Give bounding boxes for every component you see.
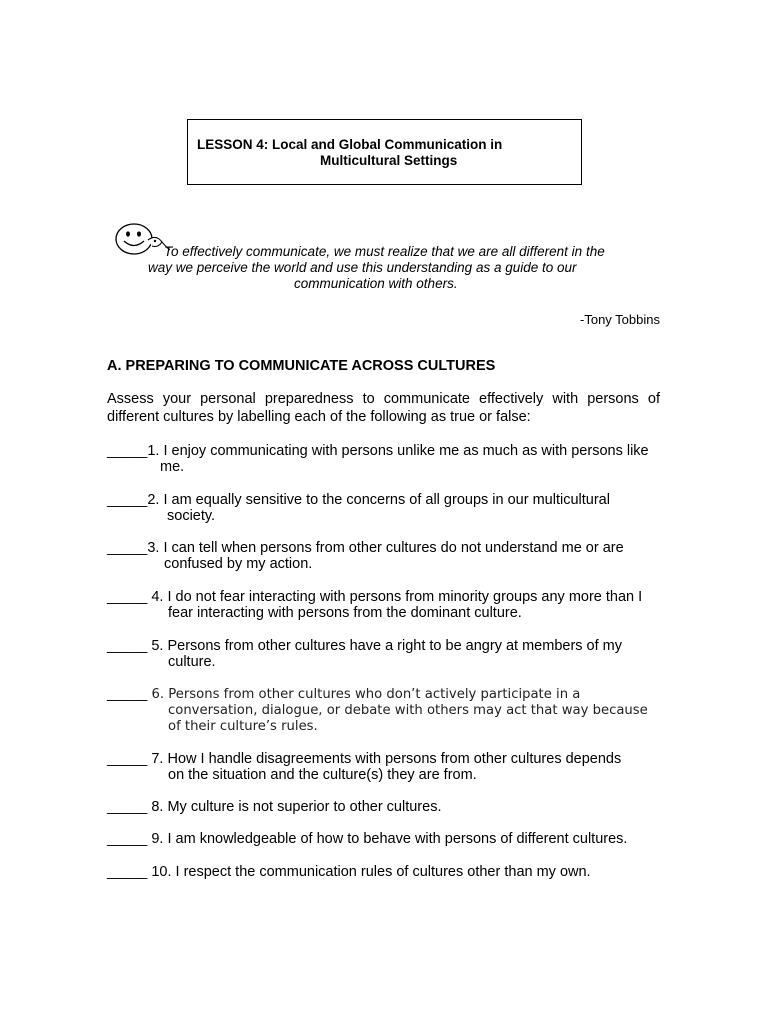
quote-author: -Tony Tobbins bbox=[580, 312, 660, 327]
item-line: _____ 9. I am knowledgeable of how to behave with persons of different cultures. bbox=[107, 831, 628, 847]
lesson-title-box bbox=[187, 119, 582, 185]
item-line: _____ 7. How I handle disagreements with persons from other cultures depends bbox=[107, 751, 622, 767]
list-item-7 bbox=[107, 751, 667, 783]
item-line: _____1. I enjoy communicating with persons unlike me as much as with persons like bbox=[107, 443, 649, 459]
lesson-title-line1: LESSON 4: Local and Global Communication in bbox=[197, 137, 503, 152]
lesson-title-line2: Multicultural Settings bbox=[320, 153, 458, 168]
quote-line2: way we perceive the world and use this understanding as a guide to our bbox=[148, 260, 577, 275]
item-line: conversation, dialogue, or debate with others may act that way because bbox=[168, 703, 648, 718]
item-line: on the situation and the culture(s) they are from. bbox=[168, 767, 477, 783]
item-line: _____ 8. My culture is not superior to other cultures. bbox=[107, 799, 442, 815]
item-line: _____ 5. Persons from other cultures have a right to be angry at members of my bbox=[107, 638, 623, 654]
item-line: of their culture’s rules. bbox=[168, 719, 318, 734]
item-line: _____ 4. I do not fear interacting with persons from minority groups any more than I bbox=[107, 589, 643, 605]
list-item-3 bbox=[107, 540, 667, 572]
list-item-4 bbox=[107, 589, 667, 621]
list-item-1 bbox=[107, 443, 667, 475]
list-item-2 bbox=[107, 492, 667, 524]
list-item-8 bbox=[107, 799, 667, 815]
list-item-9 bbox=[107, 831, 667, 847]
quote-text bbox=[108, 244, 668, 292]
section-intro: Assess your personal preparedness to communicate effectively with persons of different cultures by labelling each of the following as true or false: bbox=[107, 391, 660, 425]
list-item-5 bbox=[107, 638, 667, 670]
list-item-10 bbox=[107, 864, 667, 880]
quote-line1: To effectively communicate, we must realize that we are all different in the bbox=[164, 244, 605, 259]
item-line bbox=[107, 686, 667, 703]
item-line: fear interacting with persons from the dominant culture. bbox=[168, 605, 522, 621]
quote-line3: communication with others. bbox=[294, 276, 458, 291]
item-line: culture. bbox=[168, 654, 216, 670]
item-text: 6. Persons from other cultures who don’t actively participate in a bbox=[147, 687, 581, 702]
list-item-6 bbox=[107, 686, 667, 735]
item-line: confused by my action. bbox=[164, 556, 313, 572]
answer-blank: _____ bbox=[107, 686, 148, 702]
item-line: _____ 10. I respect the communication rules of cultures other than my own. bbox=[107, 864, 591, 880]
item-line: society. bbox=[167, 508, 216, 524]
item-line: me. bbox=[160, 459, 185, 475]
item-line: _____3. I can tell when persons from other cultures do not understand me or are bbox=[107, 540, 624, 556]
section-heading: A. PREPARING TO COMMUNICATE ACROSS CULTURES bbox=[107, 358, 496, 374]
item-line: _____2. I am equally sensitive to the concerns of all groups in our multicultural bbox=[107, 492, 610, 508]
